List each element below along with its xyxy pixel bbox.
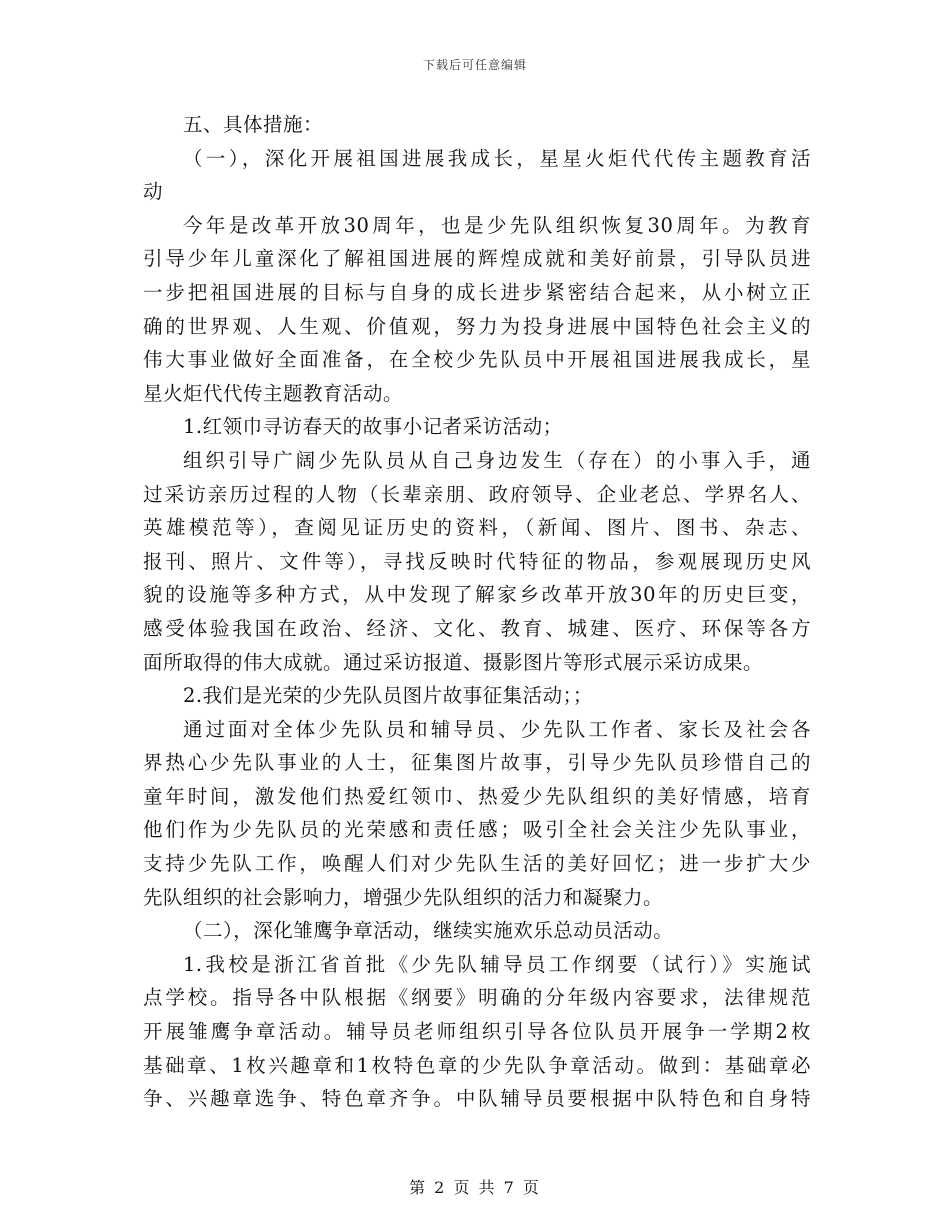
paragraph-line: 感受体验我国在政治、经济、文化、教育、城建、医疗、环保等各方 — [143, 616, 811, 640]
subsection-heading: （一），深化开展祖国进展我成长，星星火炬代代传主题教育活 — [183, 146, 811, 170]
paragraph-line: 貌的设施等多种方式，从中发现了解家乡改革开放30年的历史巨变， — [143, 583, 811, 607]
paragraph-line: 一步把祖国进展的目标与自身的成长进步紧密结合起来，从小树立正 — [143, 280, 811, 304]
paragraph-line: 先队组织的社会影响力，增强少先队组织的活力和凝聚力。 — [143, 885, 664, 909]
paragraph-line: 基础章、1枚兴趣章和1枚特色章的少先队争章活动。做到：基础章必 — [143, 1053, 811, 1077]
item-heading: 1.红领巾寻访春天的故事小记者采访活动； — [183, 415, 563, 439]
page-number: 第 2 页 共 7 页 — [409, 1178, 541, 1197]
paragraph-line: 童年时间，激发他们热爱红领巾、热爱少先队组织的美好情感，培育 — [143, 784, 811, 808]
paragraph-line: 1.我校是浙江省首批《少先队辅导员工作纲要（试行）》实施试 — [183, 952, 811, 976]
paragraph-line: 今年是改革开放30周年，也是少先队组织恢复30周年。为教育 — [183, 213, 811, 237]
paragraph-line: 星火炬代代传主题教育活动。 — [143, 381, 404, 405]
document-body — [143, 108, 811, 1116]
subsection-heading-cont: 动 — [143, 180, 164, 204]
paragraph-line: 过采访亲历过程的人物（长辈亲朋、政府领导、企业老总、学界名人、 — [143, 482, 811, 506]
paragraph-line: 伟大事业做好全面准备，在全校少先队员中开展祖国进展我成长，星 — [143, 348, 811, 372]
paragraph-line: 组织引导广阔少先队员从自己身边发生（存在）的小事入手，通 — [183, 448, 811, 472]
paragraph-line: 报刊、照片、文件等），寻找反映时代特征的物品，参观展现历史风 — [143, 549, 811, 573]
paragraph-line: 界热心少先队事业的人士，征集图片故事，引导少先队员珍惜自己的 — [143, 751, 811, 775]
paragraph-line: 争、兴趣章选争、特色章齐争。中队辅导员要根据中队特色和自身特 — [143, 1087, 811, 1111]
paragraph-line: 开展雏鹰争章活动。辅导员老师组织引导各位队员开展争一学期2枚 — [143, 1020, 811, 1044]
paragraph-line: 支持少先队工作，唤醒人们对少先队生活的美好回忆；进一步扩大少 — [143, 852, 811, 876]
paragraph-line: 引导少年儿童深化了解祖国进展的辉煌成就和美好前景，引导队员进 — [143, 247, 811, 271]
item-heading: 2.我们是光荣的少先队员图片故事征集活动；； — [183, 684, 593, 708]
paragraph-line: 面所取得的伟大成就。通过采访报道、摄影图片等形式展示采访成果。 — [143, 650, 764, 674]
paragraph-line: 确的世界观、人生观、价值观，努力为投身进展中国特色社会主义的 — [143, 314, 811, 338]
paragraph-line: 英雄模范等），查阅见证历史的资料，（新闻、图片、图书、杂志、 — [143, 516, 811, 540]
paragraph-line: 通过面对全体少先队员和辅导员、少先队工作者、家长及社会各 — [183, 717, 811, 741]
subsection-heading: （二），深化雏鹰争章活动，继续实施欢乐总动员活动。 — [183, 919, 674, 943]
paragraph-line: 他们作为少先队员的光荣感和责任感；吸引全社会关注少先队事业， — [143, 818, 811, 842]
page-header-note: 下载后可任意编辑 — [422, 58, 527, 72]
paragraph-line: 点学校。指导各中队根据《纲要》明确的分年级内容要求，法律规范 — [143, 986, 811, 1010]
section-heading: 五、具体措施： — [183, 113, 324, 136]
